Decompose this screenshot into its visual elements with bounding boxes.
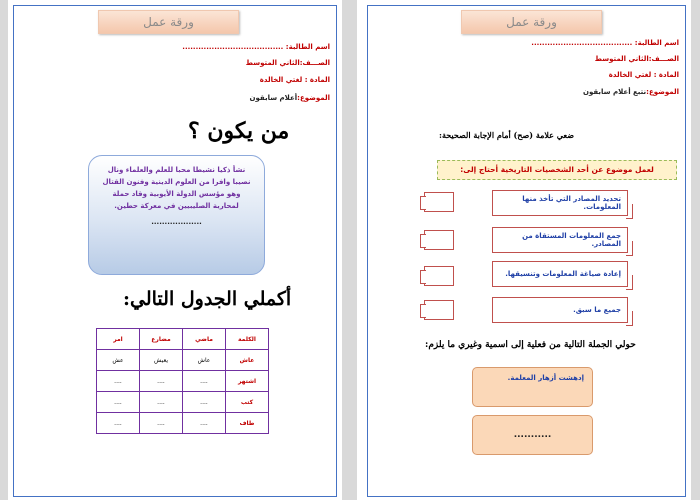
- table-cell: ....: [140, 371, 183, 392]
- table-cell: ....: [97, 413, 140, 434]
- student-name-line: [182, 43, 330, 51]
- option-text: تحديد المصادر التي تأخذ منها المعلومات.: [522, 195, 621, 211]
- class-label: الصـــف:: [299, 59, 330, 67]
- header-word: الكلمة: [226, 329, 269, 350]
- transform-instruction: حولي الجملة التالية من فعلية إلى اسمية وغيري ما يلزم:: [425, 340, 636, 350]
- table-cell: طاف: [226, 413, 269, 434]
- verb-table: [96, 328, 269, 434]
- topic-label: الموضوع:: [297, 94, 330, 102]
- option-item: [492, 227, 628, 253]
- bio-box: [88, 155, 265, 275]
- header-imperative: امر: [97, 329, 140, 350]
- subject-label: المادة :: [304, 76, 330, 84]
- table-header-row: [97, 329, 269, 350]
- answer-checkbox[interactable]: [424, 192, 454, 212]
- student-name-value: ......................................: [182, 43, 284, 51]
- answer-blank: ...........: [513, 430, 552, 440]
- answer-checkbox[interactable]: [424, 230, 454, 250]
- who-heading: من يكون ؟: [188, 118, 290, 144]
- student-name-value: ......................................: [531, 39, 633, 47]
- table-cell: عش: [97, 350, 140, 371]
- subject-label: المادة :: [653, 71, 679, 79]
- answer-checkbox[interactable]: [424, 300, 454, 320]
- topic-value: أعلام سابقون: [249, 94, 298, 102]
- instruction-heading: ضعي علامة (صح) أمام الإجابة الصحيحة:: [439, 130, 575, 140]
- topic-label: الموضوع:: [646, 88, 679, 96]
- table-cell: ....: [97, 371, 140, 392]
- table-cell: ....: [183, 392, 226, 413]
- bio-text: نشأ ذكيا نشيطا محبا للعلم والعلماء ونال نصيبا وافرا من العلوم الدينية وفنون القتال وهو مؤسس الدولة الأيوبية وقاد حملة لمحاربة الصليبيين في معركة حطين.: [102, 166, 251, 210]
- answer-box[interactable]: [472, 415, 593, 455]
- topic-line: [250, 94, 330, 102]
- answer-checkbox[interactable]: [424, 266, 454, 286]
- question-box: لعمل موضوع عن أحد الشخصيات التاريخية أحتاج إلى:: [437, 160, 677, 180]
- table-row: [97, 413, 269, 434]
- table-cell: عاش: [226, 350, 269, 371]
- subject-value: لغتي الخالدة: [608, 71, 652, 79]
- option-item: [492, 261, 628, 287]
- class-line: [246, 59, 330, 67]
- subject-value: لغتي الخالدة: [259, 76, 303, 84]
- topic-value: نتبع أعلام سابقون: [582, 88, 647, 96]
- table-heading: أكملي الجدول التالي:: [123, 288, 292, 310]
- table-row: [97, 392, 269, 413]
- header-past: ماضي: [183, 329, 226, 350]
- table-cell: ....: [183, 413, 226, 434]
- subject-line: [260, 76, 330, 84]
- class-label: الصـــف:: [648, 55, 679, 63]
- header-present: مضارع: [140, 329, 183, 350]
- worksheet-title: ورقة عمل: [461, 10, 602, 34]
- table-cell: ....: [140, 413, 183, 434]
- table-cell: ....: [97, 392, 140, 413]
- class-value: الثاني المتوسط: [245, 59, 300, 67]
- worksheet-page-right: [357, 0, 691, 500]
- table-cell: يعيش: [140, 350, 183, 371]
- table-cell: ....: [140, 392, 183, 413]
- class-value: الثاني المتوسط: [594, 55, 649, 63]
- table-cell: كتب: [226, 392, 269, 413]
- table-row: [97, 350, 269, 371]
- worksheet-page-left: [8, 0, 342, 500]
- table-cell: عاش: [183, 350, 226, 371]
- student-name-label: اسم الطالبة:: [634, 39, 679, 47]
- sentence-box: [472, 367, 593, 407]
- option-text: إعادة صياغة المعلومات وتنسيقها.: [505, 270, 621, 278]
- topic-line: [583, 88, 679, 96]
- option-text: جميع ما سبق.: [573, 306, 621, 314]
- worksheet-title: ورقة عمل: [98, 10, 239, 34]
- table-cell: ....: [183, 371, 226, 392]
- option-text: جمع المعلومات المستقاة من المصادر.: [522, 232, 621, 248]
- class-line: [595, 55, 679, 63]
- subject-line: [609, 71, 679, 79]
- bio-blank: ...................: [151, 218, 202, 226]
- student-name-line: [531, 39, 679, 47]
- option-item: [492, 297, 628, 323]
- table-row: [97, 371, 269, 392]
- table-cell: اشتهر: [226, 371, 269, 392]
- student-name-label: اسم الطالبة:: [285, 43, 330, 51]
- sentence-text: إدهشت أزهار المعلمة.: [507, 374, 584, 382]
- option-item: [492, 190, 628, 216]
